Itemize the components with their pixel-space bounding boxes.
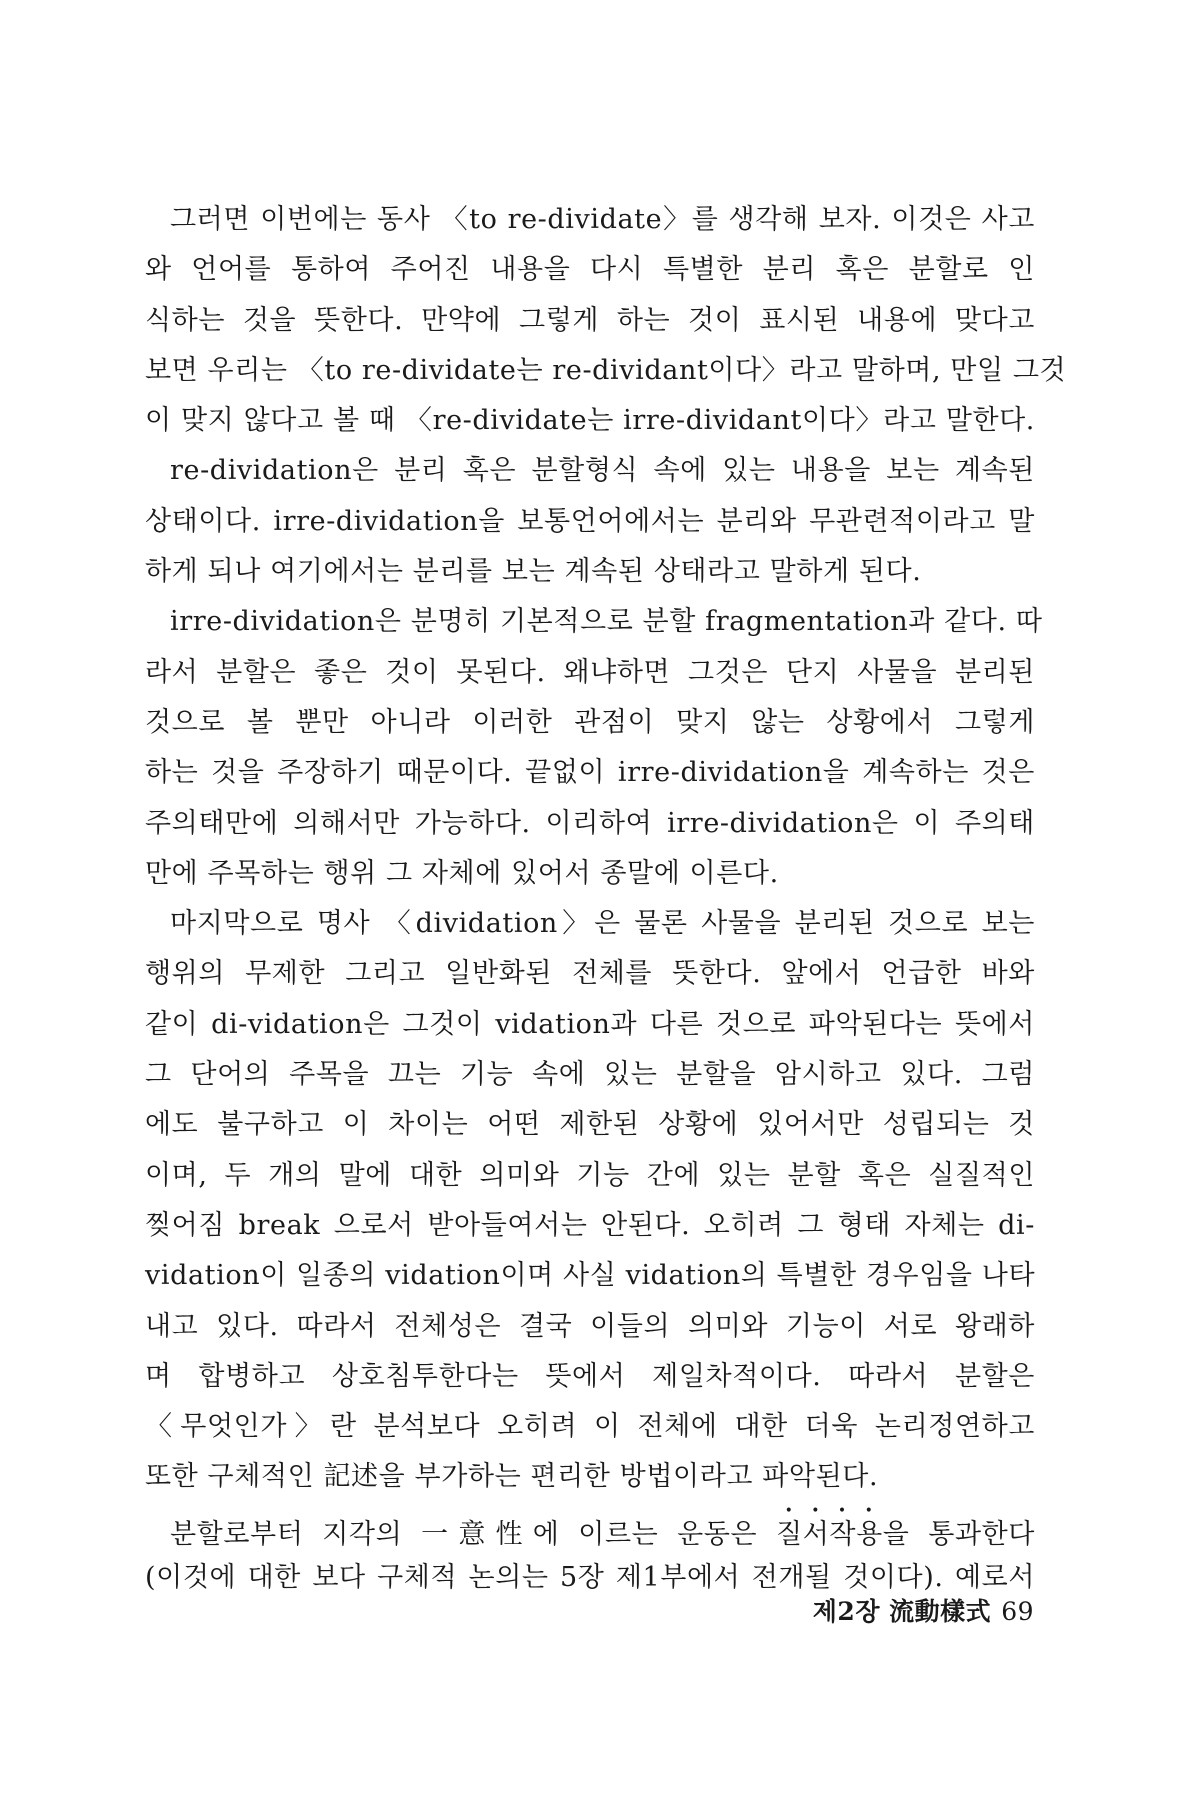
text-line: 행위의 무제한 그리고 일반화된 전체를 뜻한다. 앞에서 언급한 바와 (145, 958, 1035, 990)
text-line: 와 언어를 통하여 주어진 내용을 다시 특별한 분리 혹은 분할로 인 (145, 254, 1035, 286)
emphasis-dotted-word: 질서작용 (776, 1518, 883, 1550)
text-line: 그러면 이번에는 동사 〈to re-dividate〉를 생각해 보자. 이것은 사고 (170, 204, 1035, 235)
text-line: 라서 분할은 좋은 것이 못된다. 왜냐하면 그것은 단지 사물을 분리된 (145, 656, 1035, 688)
text-line: 찢어짐 break 으로서 받아들여서는 안된다. 오히려 그 형태 자체는 di- (145, 1209, 1035, 1241)
body-text (145, 195, 1067, 1603)
text-line-emphasis (145, 1503, 1035, 1553)
text-line: 같이 di-vidation은 그것이 vidation과 다른 것으로 파악된다는 뜻에서 (145, 1008, 1035, 1040)
emphasis-before: 분할로부터 지각의 一意性에 이르는 운동은 (170, 1518, 777, 1550)
text-line: 보면 우리는 〈to re-dividate는 re-dividant이다〉라고 말하며, 만일 그것 (145, 354, 1067, 386)
text-line: 주의태만에 의해서만 가능하다. 이리하여 irre-dividation은 이 주의태 (145, 807, 1035, 839)
text-line: re-dividation은 분리 혹은 분할형식 속에 있는 내용을 보는 계속된 (170, 455, 1035, 487)
text-line: 것으로 볼 뿐만 아니라 이러한 관점이 맞지 않는 상황에서 그렇게 (145, 706, 1035, 738)
text-line: 하는 것을 주장하기 때문이다. 끝없이 irre-dividation을 계속하는 것은 (145, 757, 1035, 789)
text-line: 에도 불구하고 이 차이는 어떤 제한된 상황에 있어서만 성립되는 것 (145, 1109, 1035, 1141)
text-line: 이며, 두 개의 말에 대한 의미와 기능 간에 있는 분할 혹은 실질적인 (145, 1159, 1035, 1191)
page-footer (813, 1592, 1034, 1628)
text-line: 하게 되나 여기에서는 분리를 보는 계속된 상태라고 말하게 된다. (145, 556, 922, 588)
text-line: 내고 있다. 따라서 전체성은 결국 이들의 의미와 기능이 서로 왕래하 (145, 1310, 1035, 1342)
text-line: 상태이다. irre-dividation을 보통언어에서는 분리와 무관련적이라고 말 (145, 505, 1035, 537)
text-line: irre-dividation은 분명히 기본적으로 분할 fragmentation과 같다. 따 (170, 606, 1043, 638)
text-line: vidation이 일종의 vidation이며 사실 vidation의 특별한 경우임을 나타 (145, 1260, 1036, 1292)
emphasis-after: 을 통과한다 (882, 1518, 1035, 1550)
text-line: 이 맞지 않다고 볼 때 〈re-dividate는 irre-dividant이다〉라고 말한다. (145, 405, 1035, 437)
text-line: 그 단어의 주목을 끄는 기능 속에 있는 분할을 암시하고 있다. 그럼 (145, 1059, 1035, 1091)
page-number: 69 (1001, 1597, 1034, 1626)
text-line: 마지막으로 명사 〈dividation〉은 물론 사물을 분리된 것으로 보는 (170, 908, 1035, 940)
text-line: (이것에 대한 보다 구체적 논의는 5장 제1부에서 전개될 것이다). 예로서 (145, 1562, 1035, 1594)
text-line: 식하는 것을 뜻한다. 만약에 그렇게 하는 것이 표시된 내용에 맞다고 (145, 304, 1035, 336)
text-line: 또한 구체적인 記述을 부가하는 편리한 방법이라고 파악된다. (145, 1461, 879, 1493)
chapter-title: 제2장 流動樣式 (812, 1597, 992, 1626)
text-line: 〈무엇인가〉란 분석보다 오히려 이 전체에 대한 더욱 논리정연하고 (145, 1411, 1035, 1443)
text-line: 며 합병하고 상호침투한다는 뜻에서 제일차적이다. 따라서 분할은 (145, 1360, 1035, 1392)
text-line: 만에 주목하는 행위 그 자체에 있어서 종말에 이른다. (145, 857, 779, 889)
